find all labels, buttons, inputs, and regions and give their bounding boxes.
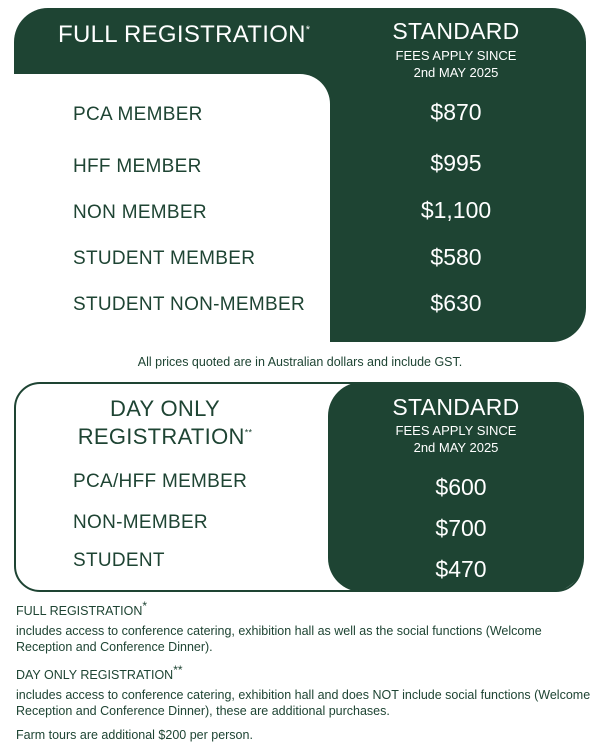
full-fees-line1: FEES APPLY SINCE [395,48,517,63]
full-row-price: $630 [430,290,482,316]
note-day-heading: DAY ONLY REGISTRATION** [16,662,183,682]
gst-note: All prices quoted are in Australian dollars and include GST. [137,355,463,369]
full-row-price: $1,100 [420,197,492,223]
day-fees-line2: 2nd MAY 2025 [413,440,499,455]
day-only-title-line2: REGISTRATION** [77,424,253,449]
full-row-price: $870 [430,99,482,125]
full-row-price: $580 [430,244,482,270]
note-full-heading: FULL REGISTRATION* [16,598,148,618]
day-fees-line1: FEES APPLY SINCE [395,423,517,438]
day-row-label: PCA/HFF MEMBER [73,471,248,492]
full-registration-title: FULL REGISTRATION* [58,21,311,48]
full-standard-heading: STANDARD [392,18,520,44]
full-fees-line2: 2nd MAY 2025 [413,65,499,80]
note-farm-tours: Farm tours are additional $200 per person. [16,728,253,742]
full-row-label: NON MEMBER [73,202,207,223]
day-row-price: $700 [435,515,487,541]
full-row-label: PCA MEMBER [73,104,203,125]
full-row-label: HFF MEMBER [73,156,202,177]
note-day-text: includes access to conference catering, exhibition hall and does NOT include social functions (Welcome Reception and Conference Dinner), these are additional purchases. [16,688,591,718]
day-row-price: $470 [435,556,487,582]
full-row-label: STUDENT NON-MEMBER [73,294,305,315]
full-row-price: $995 [430,150,482,176]
full-row-label: STUDENT MEMBER [73,248,256,269]
day-only-title-line1: DAY ONLY [110,396,220,421]
day-row-label: STUDENT [73,550,165,571]
note-full-text: includes access to conference catering, exhibition hall as well as the social functions (Welcome Reception and Conference Dinner). [16,624,542,654]
day-standard-heading: STANDARD [392,394,520,420]
day-row-price: $600 [435,474,487,500]
day-row-label: NON-MEMBER [73,512,208,533]
